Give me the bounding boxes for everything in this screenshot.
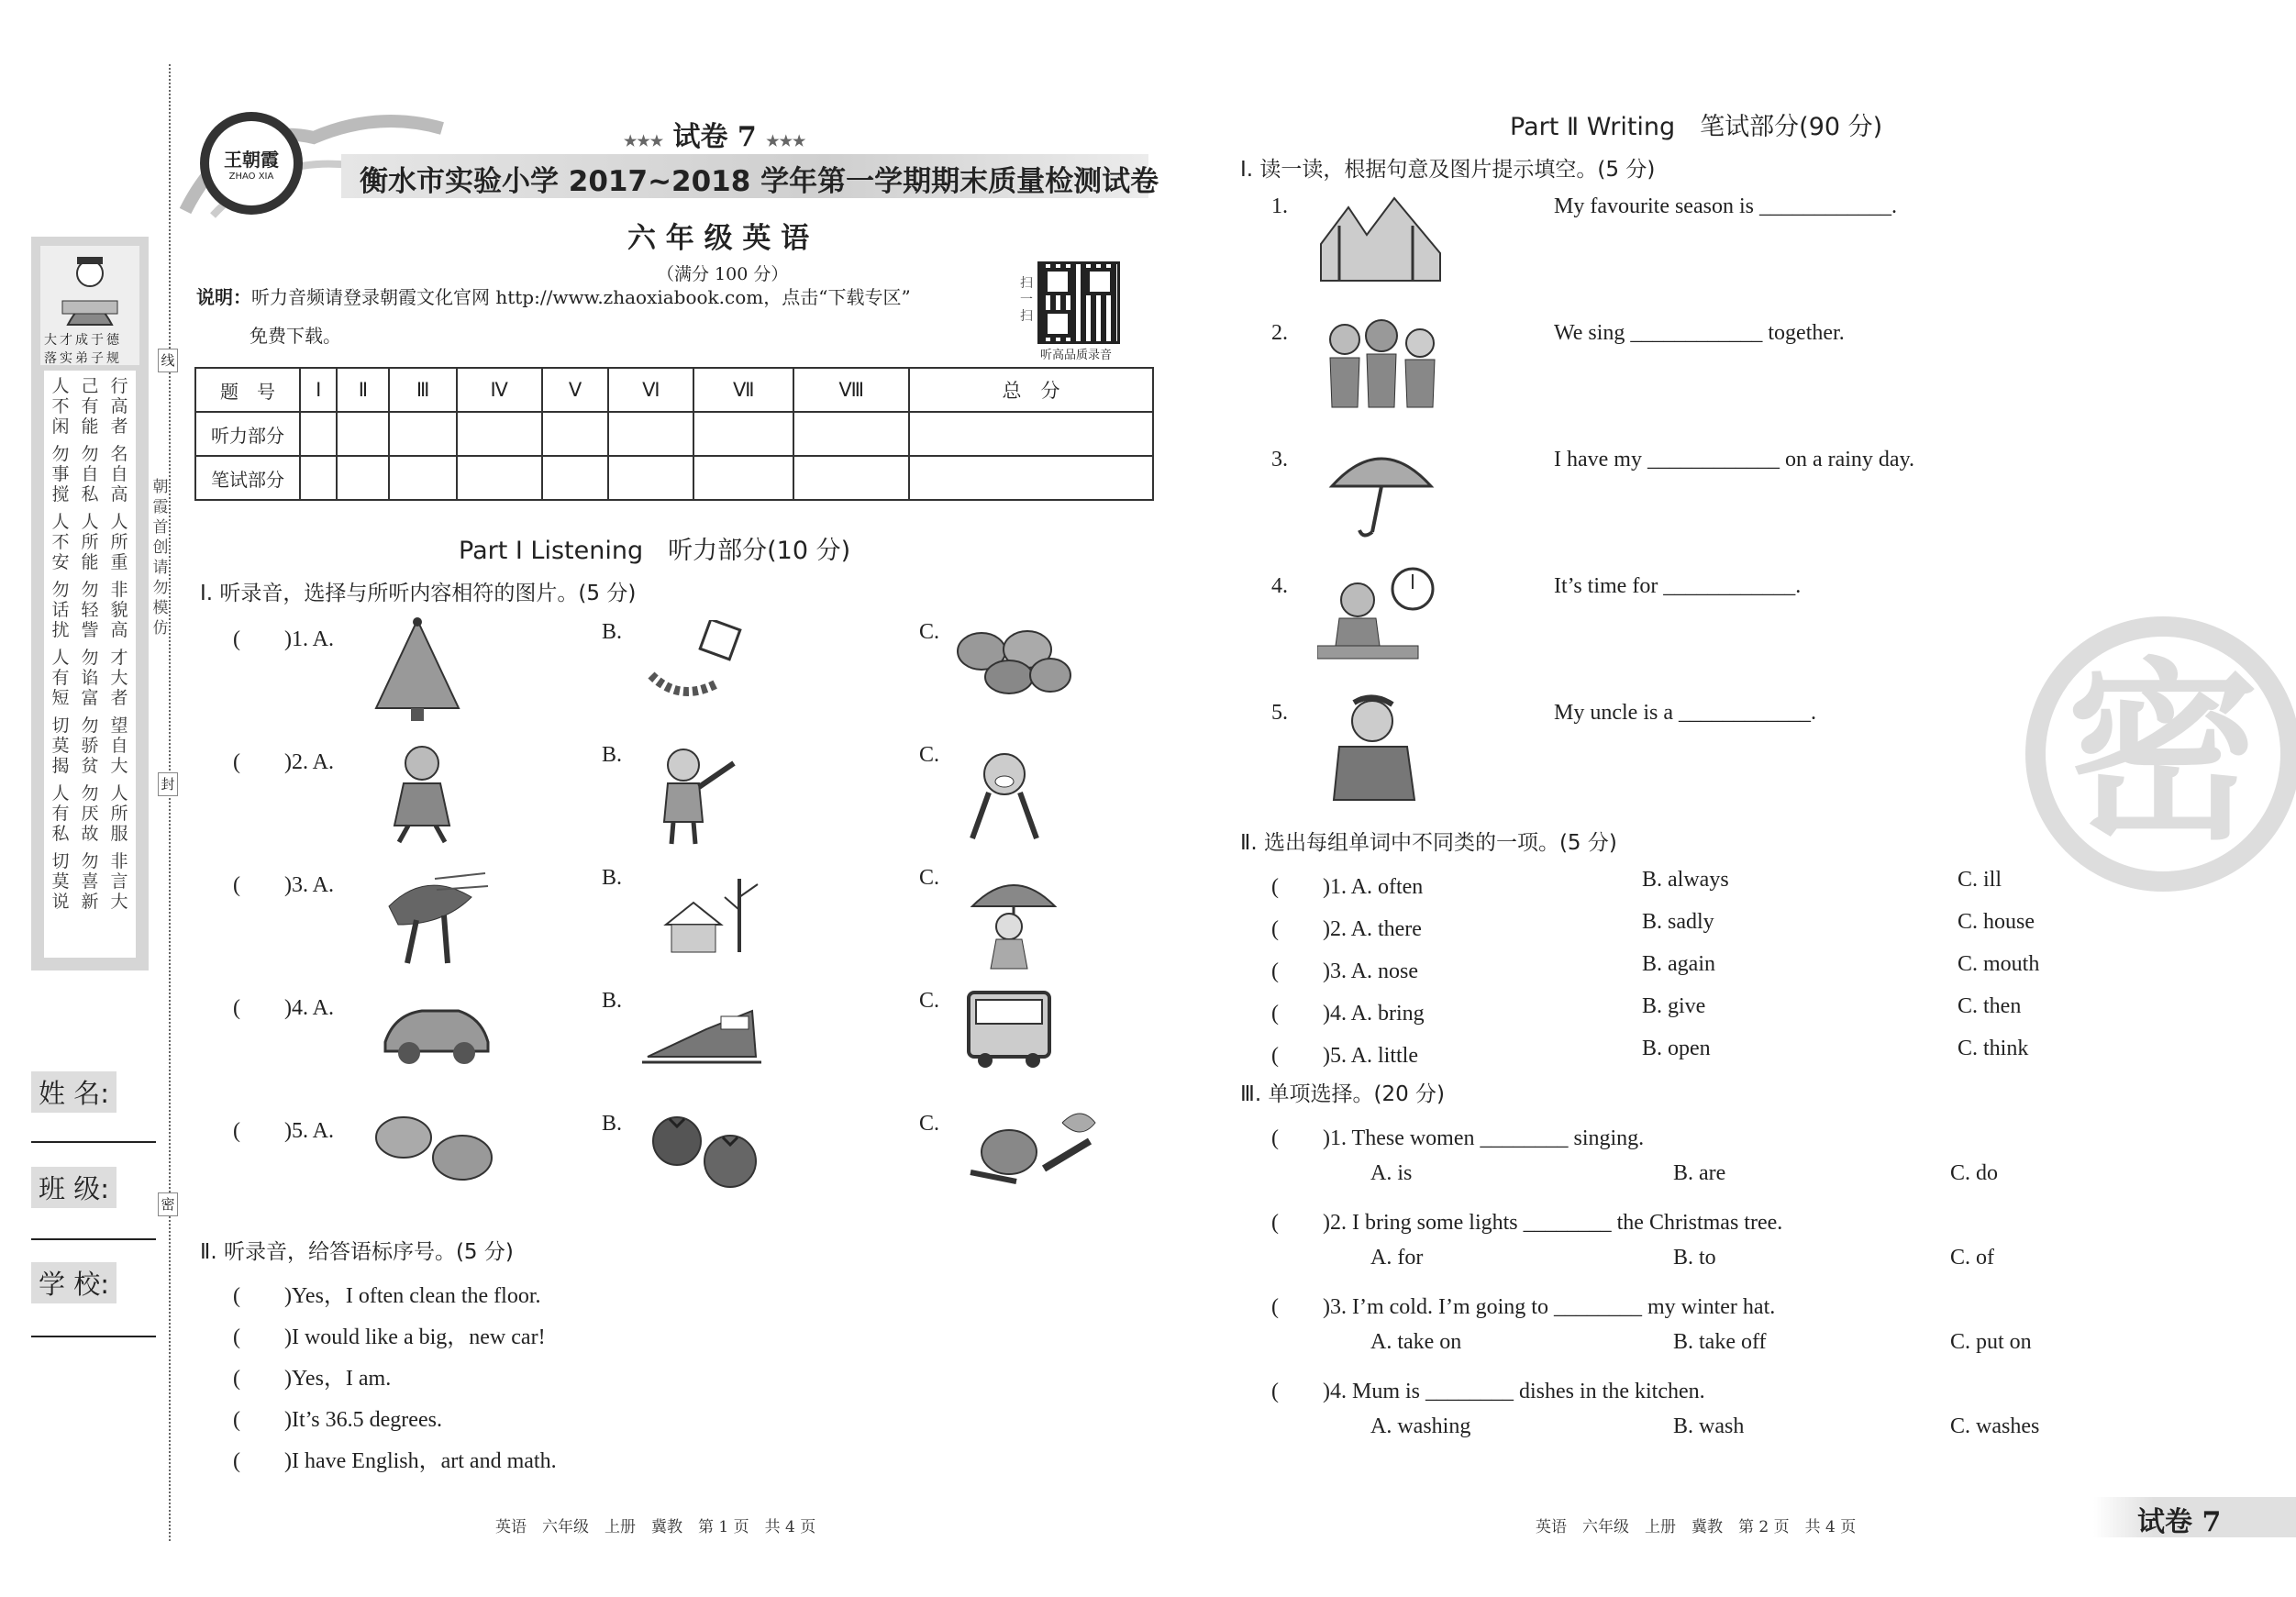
motto-char: 富 <box>81 688 99 708</box>
choice-option-c[interactable]: C. washes <box>1950 1414 2040 1438</box>
motto-char: 高 <box>110 484 128 505</box>
motto-char: 不 <box>51 396 70 416</box>
seal-mark-3: 密 <box>158 1192 178 1216</box>
choice-option-b[interactable]: B. wash <box>1673 1414 1745 1438</box>
score-table <box>194 367 1154 501</box>
choice-question: ( )1. These women ________ singing. <box>1271 1126 1645 1150</box>
motto-column-3 <box>108 376 130 919</box>
motto-char: 贫 <box>81 756 99 776</box>
watermark-text: 密 <box>2066 641 2259 866</box>
motto-char: 切 <box>51 851 70 871</box>
score-header-cell: Ⅲ <box>389 368 456 412</box>
motto-char: 才 <box>110 648 128 668</box>
vertical-note: 朝霞首创 请勿模仿 <box>152 478 169 638</box>
motto-char: 高 <box>110 396 128 416</box>
corner-paper-number: 试卷 7 <box>2137 1506 2222 1538</box>
seal-mark-2: 封 <box>158 772 178 796</box>
man-uncle-picture <box>1326 693 1427 802</box>
class-field[interactable] <box>31 1238 156 1240</box>
motto-char: 能 <box>81 552 99 572</box>
motto-char: 名 <box>110 444 128 464</box>
listening-q5-option-b[interactable]: B. <box>602 1112 623 1136</box>
motto-char: 大 <box>110 892 128 912</box>
score-cell[interactable] <box>909 456 1153 500</box>
writing-part-title: Part Ⅱ Writing 笔试部分(90 分) <box>1510 113 1883 141</box>
motto-char: 短 <box>51 688 70 708</box>
score-cell[interactable] <box>793 412 909 456</box>
score-cell[interactable] <box>457 412 542 456</box>
vegetables-picture <box>961 1104 1099 1187</box>
motto-char: 勿 <box>81 783 99 804</box>
full-score: （满分 100 分） <box>657 264 789 284</box>
christmas-tree-picture <box>367 616 468 725</box>
motto-char: 勿 <box>51 580 70 600</box>
girl-umbrella-picture <box>963 870 1064 970</box>
motto-char: 莫 <box>51 871 70 892</box>
score-cell[interactable] <box>542 456 609 500</box>
footer-right: 英语 六年级 上册 冀教 第 2 页 共 4 页 <box>1536 1518 1857 1536</box>
listening-sec1-title: Ⅰ. 听录音，选择与所听内容相符的图片。(5 分) <box>200 582 637 605</box>
motto-column-1 <box>50 376 72 919</box>
score-cell[interactable] <box>608 412 693 456</box>
score-cell[interactable] <box>909 412 1153 456</box>
listening-answer-item[interactable]: ( )It’s 36.5 degrees. <box>233 1408 442 1432</box>
choice-option-b[interactable]: B. to <box>1673 1246 1716 1270</box>
choice-option-a[interactable]: A. washing <box>1370 1414 1471 1438</box>
motto-char: 勿 <box>51 444 70 464</box>
motto-char: 所 <box>110 532 128 552</box>
motto-char: 所 <box>81 532 99 552</box>
banner-line-1: 大才成于德 <box>44 333 122 348</box>
writing-fill-number: 5. <box>1271 701 1288 725</box>
motto-columns <box>44 371 136 958</box>
listening-q3-option-b[interactable]: B. <box>602 866 623 890</box>
score-cell[interactable] <box>693 412 793 456</box>
choice-question: ( )3. I’m cold. I’m going to ________ my winter hat. <box>1271 1295 1776 1319</box>
choice-option-a[interactable]: A. take on <box>1370 1330 1462 1354</box>
logo-sub: ZHAO XIA <box>228 172 274 182</box>
motto-char: 人 <box>110 512 128 532</box>
binding-line <box>169 64 171 1541</box>
motto-char: 故 <box>81 824 99 844</box>
note-text-2: 免费下载。 <box>250 325 341 347</box>
listening-q4-option-b[interactable]: B. <box>602 989 623 1013</box>
score-header-cell: Ⅱ <box>337 368 389 412</box>
choice-question: ( )4. Mum is ________ dishes in the kitchen. <box>1271 1380 1705 1403</box>
motto-column-2 <box>79 376 101 919</box>
qr-code[interactable] <box>1040 264 1117 341</box>
motto-char: 勿 <box>81 580 99 600</box>
motto-char: 自 <box>110 736 128 756</box>
score-header-cell: Ⅵ <box>608 368 693 412</box>
score-header-cell: 题 号 <box>195 368 300 412</box>
scholar-figure-icon <box>40 246 139 328</box>
boy-breakfast-picture <box>1317 563 1440 664</box>
listening-q1-option-c[interactable]: C. <box>919 620 940 644</box>
writing-sec2-title: Ⅱ. 选出每组单词中不同类的一项。(5 分) <box>1240 831 1617 855</box>
motto-char: 勿 <box>81 715 99 736</box>
fireworks-picture <box>642 620 743 712</box>
listening-q4-option-c[interactable]: C. <box>919 989 940 1013</box>
score-cell[interactable] <box>337 412 389 456</box>
listening-q3-option-c[interactable]: C. <box>919 866 940 890</box>
note-label: 说明： <box>196 286 251 308</box>
motto-char: 非 <box>110 851 128 871</box>
mooncakes-picture <box>954 624 1073 697</box>
boy-waving-picture <box>642 745 743 846</box>
school-label: 学 校: <box>31 1262 116 1303</box>
listening-answer-item[interactable]: ( )I would like a big，new car! <box>233 1325 546 1349</box>
choice-option-a[interactable]: A. for <box>1370 1246 1424 1270</box>
listening-sec2-title: Ⅱ. 听录音，给答语标序号。(5 分) <box>200 1240 514 1264</box>
score-header-cell: Ⅰ <box>300 368 337 412</box>
score-cell[interactable] <box>389 456 456 500</box>
publisher-logo <box>200 112 303 215</box>
tomatoes-picture <box>646 1110 765 1192</box>
instructions <box>196 283 911 309</box>
score-row-label: 听力部分 <box>195 412 300 456</box>
score-header-cell: 总 分 <box>909 368 1153 412</box>
choice-option-a[interactable]: A. is <box>1370 1161 1413 1185</box>
score-row-writing <box>195 456 1153 500</box>
motto-char: 私 <box>81 484 99 505</box>
motto-char: 人 <box>110 783 128 804</box>
score-cell[interactable] <box>389 412 456 456</box>
seal-mark-1: 线 <box>158 349 178 372</box>
listening-q1-option-b[interactable]: B. <box>602 620 623 644</box>
motto-char: 勿 <box>81 851 99 871</box>
odd-one-out-option-a[interactable]: ( )2. A. there <box>1271 917 1422 941</box>
writing-fill-sentence[interactable]: I have my ____________ on a rainy day. <box>1554 448 1915 471</box>
windy-tree-picture <box>371 870 490 965</box>
choice-question: ( )2. I bring some lights ________ the Christmas tree. <box>1271 1211 1783 1235</box>
stars-left: ★★★ <box>624 132 664 150</box>
motto-char: 服 <box>110 824 128 844</box>
motto-char: 莫 <box>51 736 70 756</box>
score-header-cell: Ⅴ <box>542 368 609 412</box>
motto-char: 者 <box>110 688 128 708</box>
motto-char: 大 <box>110 756 128 776</box>
motto-char: 轻 <box>81 600 99 620</box>
score-row-listening <box>195 412 1153 456</box>
motto-char: 私 <box>51 824 70 844</box>
writing-fill-number: 1. <box>1271 194 1288 218</box>
writing-fill-sentence[interactable]: We sing ____________ together. <box>1554 321 1845 345</box>
odd-one-out-option-a[interactable]: ( )3. A. nose <box>1271 959 1418 983</box>
listening-q5-number: ( )5. A. <box>233 1119 334 1143</box>
umbrella-picture <box>1326 440 1436 541</box>
writing-fill-sentence[interactable]: My favourite season is ____________. <box>1554 194 1897 218</box>
school-field[interactable] <box>31 1336 156 1337</box>
qr-caption: 听高品质录音 <box>1040 349 1113 362</box>
motto-char: 人 <box>51 783 70 804</box>
potatoes-picture <box>371 1114 499 1187</box>
motto-char: 勿 <box>81 648 99 668</box>
listening-part-title: Part Ⅰ Listening 听力部分(10 分) <box>459 537 851 565</box>
subject-title: 六 年 级 英 语 <box>627 222 810 255</box>
stars-right: ★★★ <box>766 132 806 150</box>
qr-side-text: 扫一扫 <box>1020 276 1033 324</box>
motto-char: 能 <box>81 416 99 437</box>
score-cell[interactable] <box>542 412 609 456</box>
motto-char: 事 <box>51 464 70 484</box>
score-table-header <box>195 368 1153 412</box>
score-cell[interactable] <box>300 412 337 456</box>
motto-char: 谄 <box>81 668 99 688</box>
writing-fill-sentence[interactable]: My uncle is a ____________. <box>1554 701 1816 725</box>
odd-one-out-option-c[interactable]: C. house <box>1958 910 2035 934</box>
train-picture <box>642 993 761 1066</box>
motto-char: 言 <box>110 871 128 892</box>
listening-q2-option-b[interactable]: B. <box>602 743 623 767</box>
motto-char: 己 <box>81 376 99 396</box>
motto-char: 人 <box>81 512 99 532</box>
paper-number <box>624 114 805 154</box>
motto-char: 自 <box>110 464 128 484</box>
motto-char: 非 <box>110 580 128 600</box>
watermark-seal <box>2025 616 2296 892</box>
motto-char: 訾 <box>81 620 99 640</box>
motto-char: 搅 <box>51 484 70 505</box>
motto-char: 者 <box>110 416 128 437</box>
odd-one-out-option-b[interactable]: B. open <box>1642 1037 1711 1060</box>
pig-head-picture <box>954 741 1055 842</box>
score-cell[interactable] <box>793 456 909 500</box>
motto-char: 切 <box>51 715 70 736</box>
odd-one-out-option-b[interactable]: B. again <box>1642 952 1715 976</box>
odd-one-out-option-a[interactable]: ( )4. A. bring <box>1271 1002 1425 1026</box>
odd-one-out-option-b[interactable]: B. give <box>1642 994 1706 1018</box>
writing-fill-number: 3. <box>1271 448 1288 471</box>
listening-q3-number: ( )3. A. <box>233 873 334 897</box>
choice-option-c[interactable]: C. put on <box>1950 1330 2032 1354</box>
note-text: 听力音频请登录朝霞文化官网 http://www.zhaoxiabook.com，点击“下载专区” <box>251 286 911 308</box>
writing-fill-sentence[interactable]: It’s time for ____________. <box>1554 574 1802 598</box>
motto-char: 大 <box>110 668 128 688</box>
odd-one-out-option-b[interactable]: B. always <box>1642 868 1729 892</box>
odd-one-out-option-a[interactable]: ( )5. A. little <box>1271 1044 1418 1068</box>
odd-one-out-option-c[interactable]: C. then <box>1958 994 2022 1018</box>
class-label: 班 级: <box>31 1167 116 1208</box>
motto-char: 不 <box>51 532 70 552</box>
boy-sick-picture <box>376 743 468 844</box>
score-cell[interactable] <box>337 456 389 500</box>
score-header-cell: Ⅳ <box>457 368 542 412</box>
listening-q4-number: ( )4. A. <box>233 996 334 1020</box>
score-header-cell: Ⅶ <box>693 368 793 412</box>
motto-char: 高 <box>110 620 128 640</box>
motto-char: 骄 <box>81 736 99 756</box>
choice-option-c[interactable]: C. of <box>1950 1246 1994 1270</box>
listening-answer-item[interactable]: ( )Yes，I often clean the floor. <box>233 1284 541 1308</box>
odd-one-out-option-b[interactable]: B. sadly <box>1642 910 1714 934</box>
writing-fill-number: 2. <box>1271 321 1288 345</box>
paper-no-text: 试卷 7 <box>672 121 757 153</box>
motto-char: 勿 <box>81 444 99 464</box>
children-singing-picture <box>1317 312 1446 413</box>
score-cell[interactable] <box>457 456 542 500</box>
motto-char: 新 <box>81 892 99 912</box>
autumn-scene-picture <box>1312 189 1449 284</box>
motto-char: 说 <box>51 892 70 912</box>
motto-char: 重 <box>110 552 128 572</box>
score-cell[interactable] <box>300 456 337 500</box>
car-picture <box>376 996 495 1070</box>
motto-sidebar <box>31 237 149 970</box>
motto-char: 人 <box>51 648 70 668</box>
writing-sec1-title: Ⅰ. 读一读，根据句意及图片提示填空。(5 分) <box>1240 158 1656 182</box>
motto-char: 话 <box>51 600 70 620</box>
snowy-house-picture <box>648 870 776 961</box>
score-cell[interactable] <box>693 456 793 500</box>
logo-text: 王朝霞 <box>224 149 279 171</box>
listening-q2-option-c[interactable]: C. <box>919 743 940 767</box>
motto-char: 有 <box>51 668 70 688</box>
writing-sec3-title: Ⅲ. 单项选择。(20 分) <box>1240 1082 1446 1106</box>
banner-line-2: 落实弟子规 <box>44 351 122 366</box>
listening-q2-number: ( )2. A. <box>233 750 334 774</box>
motto-char: 人 <box>51 376 70 396</box>
motto-char: 厌 <box>81 804 99 824</box>
motto-char: 貌 <box>110 600 128 620</box>
listening-answer-item[interactable]: ( )Yes，I am. <box>233 1367 392 1391</box>
motto-char: 闲 <box>51 416 70 437</box>
score-row-label: 笔试部分 <box>195 456 300 500</box>
exam-title: 衡水市实验小学 2017~2018 学年第一学期期末质量检测试卷 <box>360 165 1159 198</box>
listening-q1-number: ( )1. A. <box>233 627 334 651</box>
motto-char: 喜 <box>81 871 99 892</box>
listening-q5-option-c[interactable]: C. <box>919 1112 940 1136</box>
odd-one-out-option-a[interactable]: ( )1. A. often <box>1271 875 1424 899</box>
motto-char: 人 <box>51 512 70 532</box>
motto-char: 自 <box>81 464 99 484</box>
bus-picture <box>963 987 1055 1070</box>
odd-one-out-option-c[interactable]: C. ill <box>1958 868 2002 892</box>
motto-char: 所 <box>110 804 128 824</box>
choice-option-b[interactable]: B. take off <box>1673 1330 1767 1354</box>
motto-char: 扰 <box>51 620 70 640</box>
motto-char: 揭 <box>51 756 70 776</box>
listening-answer-item[interactable]: ( )I have English，art and math. <box>233 1449 557 1473</box>
motto-char: 行 <box>110 376 128 396</box>
writing-fill-number: 4. <box>1271 574 1288 598</box>
motto-banner <box>40 246 139 365</box>
motto-char: 安 <box>51 552 70 572</box>
motto-char: 望 <box>110 715 128 736</box>
choice-option-c[interactable]: C. do <box>1950 1161 1999 1185</box>
motto-char: 有 <box>81 396 99 416</box>
odd-one-out-option-c[interactable]: C. think <box>1958 1037 2029 1060</box>
name-field[interactable] <box>31 1141 156 1143</box>
odd-one-out-option-c[interactable]: C. mouth <box>1958 952 2040 976</box>
name-label: 姓 名: <box>31 1071 116 1113</box>
footer-left: 英语 六年级 上册 冀教 第 1 页 共 4 页 <box>495 1518 816 1536</box>
choice-option-b[interactable]: B. are <box>1673 1161 1726 1185</box>
motto-char: 有 <box>51 804 70 824</box>
score-header-cell: Ⅷ <box>793 368 909 412</box>
score-cell[interactable] <box>608 456 693 500</box>
